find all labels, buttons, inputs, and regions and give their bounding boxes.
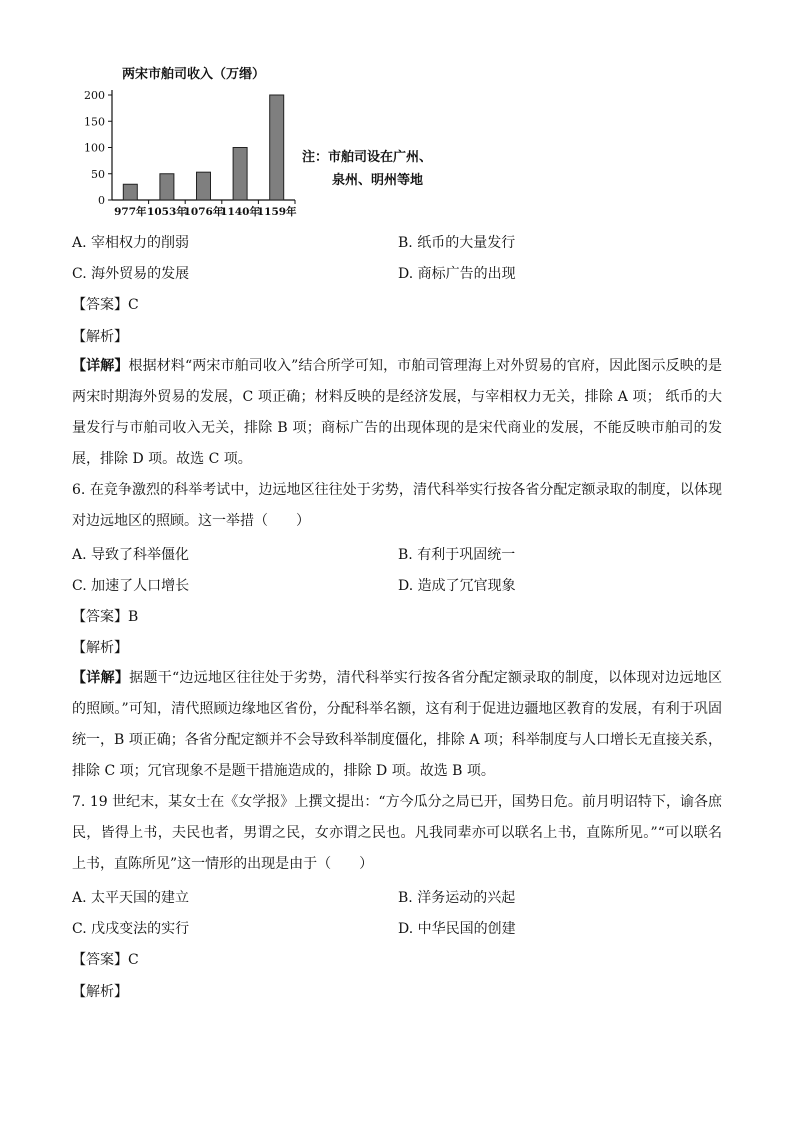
q6-option-a: A. 导致了科举僵化 — [72, 547, 190, 563]
y-tick-label: 100 — [84, 141, 105, 155]
q6-option-c: C. 加速了人口增长 — [72, 578, 190, 594]
bar-1053年 — [160, 174, 174, 200]
q6-detail-text: 据题干“边远地区往往处于劣势，清代科举实行按各省分配定额录取的制度，以体现对边远地区的照顾。”可知，清代照顾边缘地区省份，分配科举名额，这有利于促进边疆地区教育的发展，有利于巩固统一，B 项正确；各省分配定额并不会导致科举制度僵化，排除 A 项；科举制度与人口增长无直接关系，排除 C 项；冗官现象不是题干措施造成的，排除 D 项。故选 B 项。 — [72, 670, 723, 779]
q7-answer: 【答案】C — [72, 952, 139, 968]
q7-option-c: C. 戊戌变法的实行 — [72, 921, 190, 937]
bar-977年 — [123, 184, 137, 200]
chart-title: 两宋市舶司收入（万缗） — [122, 67, 266, 82]
chart-labels — [84, 89, 297, 218]
bar-1140年 — [233, 148, 247, 201]
q6-detail — [72, 663, 722, 787]
q6-option-b: B. 有利于巩固统一 — [398, 547, 516, 563]
y-tick-label: 150 — [84, 115, 105, 129]
y-tick-label: 200 — [84, 89, 105, 102]
chart-note-line2: 泉州、明州等地 — [332, 173, 424, 188]
x-tick-label: 1159年 — [256, 206, 297, 218]
q6-detail-tag: 【详解】 — [72, 670, 130, 686]
q7-option-b: B. 洋务运动的兴起 — [398, 890, 516, 906]
q7-stem: 7. 19 世纪末，某女士在《女学报》上撰文提出：“方今瓜分之局已开，国势日危。前月明诏特下，谕各庶民，皆得上书，夫民也者，男谓之民，女亦谓之民也。凡我同辈亦可以联名上书，直陈所见。”“可以联名上书，直陈所见”这一情形的出现是由于（ ） — [72, 794, 722, 872]
x-tick-label: 1076年 — [183, 206, 224, 218]
x-tick-label: 977年 — [114, 206, 147, 218]
chart-svg — [80, 60, 460, 225]
bar-1076年 — [197, 172, 211, 200]
q6-answer: 【答案】B — [72, 609, 139, 625]
q5-detail-tag: 【详解】 — [72, 358, 129, 374]
q5-detail-text: 根据材料“两宋市舶司收入”结合所学可知，市舶司管理海上对外贸易的官府，因此图示反映的是两宋时期海外贸易的发展，C 项正确；材料反映的是经济发展，与宰相权力无关，排除 A 项； 纸币的大量发行与市舶司收入无关，排除 B 项；商标广告的出现体现的是宋代商业的发展，不能反映市舶司的发展，排除 D 项。故选 C 项。 — [72, 358, 723, 467]
q6-stem: 6. 在竞争激烈的科举考试中，边远地区往往处于劣势，清代科举实行按各省分配定额录取的制度，以体现对边远地区的照顾。这一举措（ ） — [72, 482, 722, 529]
q5-analysis-label: 【解析】 — [72, 329, 128, 345]
q6-option-d: D. 造成了冗官现象 — [398, 578, 516, 594]
y-tick-label: 50 — [91, 167, 105, 181]
revenue-bar-chart — [80, 60, 460, 225]
q7-analysis-label: 【解析】 — [72, 984, 128, 1000]
chart-bars — [123, 95, 283, 200]
y-tick-label: 0 — [98, 194, 105, 207]
q5-answer: 【答案】C — [72, 297, 139, 313]
x-tick-label: 1140年 — [220, 206, 260, 218]
bar-1159年 — [270, 95, 284, 200]
chart-note-line1: 注：市舶司设在广州、 — [302, 150, 433, 165]
q6-analysis-label: 【解析】 — [72, 640, 128, 656]
q7-option-a: A. 太平天国的建立 — [72, 890, 190, 906]
q5-option-d: D. 商标广告的出现 — [398, 266, 516, 282]
q5-detail — [72, 351, 722, 475]
q5-option-c: C. 海外贸易的发展 — [72, 266, 190, 282]
q5-option-a: A. 宰相权力的削弱 — [72, 235, 190, 251]
q5-option-b: B. 纸币的大量发行 — [398, 235, 516, 251]
x-tick-label: 1053年 — [147, 206, 187, 218]
q7-option-d: D. 中华民国的创建 — [398, 921, 516, 937]
